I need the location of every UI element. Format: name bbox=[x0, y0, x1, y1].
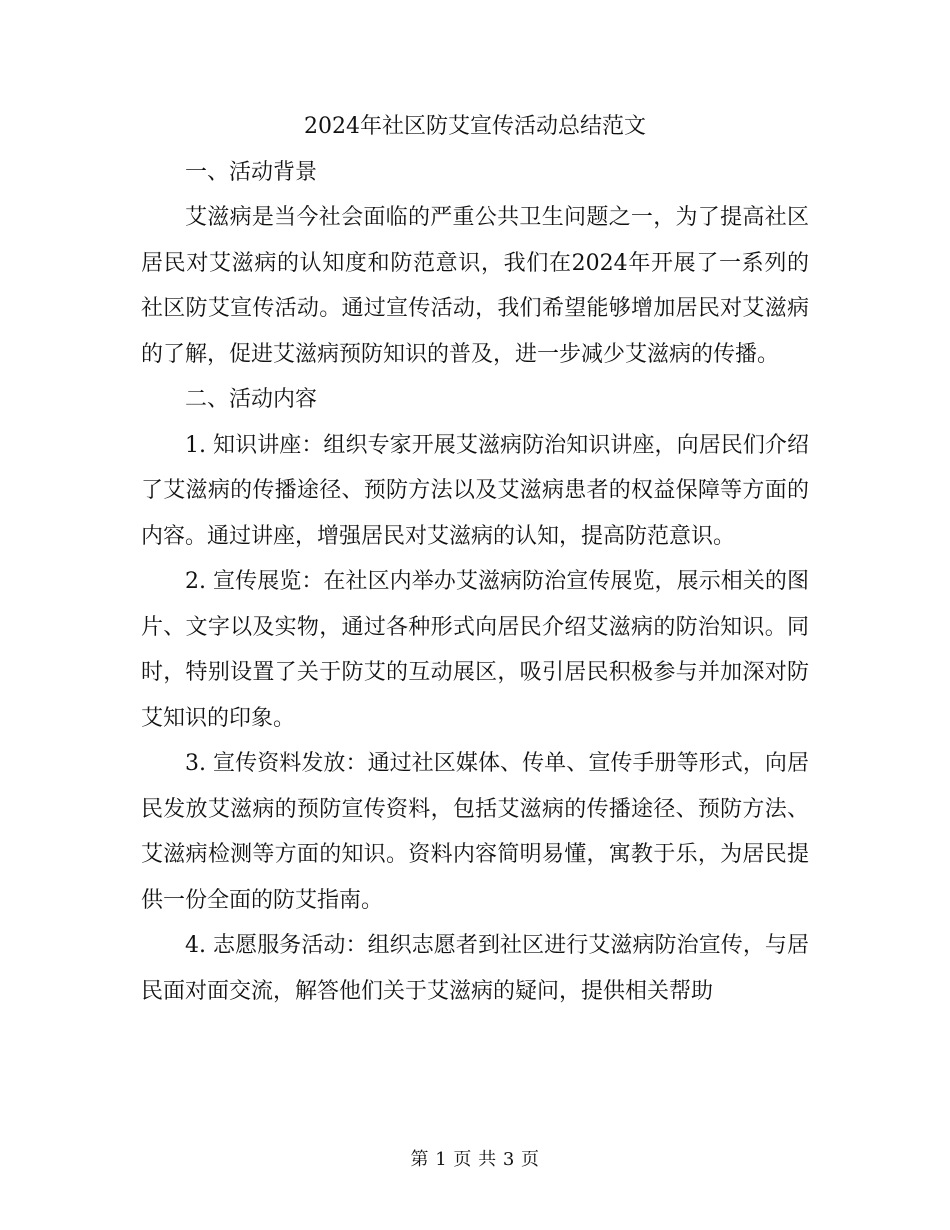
content-item-volunteer: 4. 志愿服务活动：组织志愿者到社区进行艾滋病防治宣传，与居民面对面交流，解答他们关于艾滋病的疑问，提供相关帮助 bbox=[141, 933, 809, 1004]
content-item-exhibition: 2. 宣传展览：在社区内举办艾滋病防治宣传展览，展示相关的图片、文字以及实物，通过各种形式向居民介绍艾滋病的防治知识。同时，特别设置了关于防艾的互动展区，吸引居民积极参与并加深对防艾知识的印象。 bbox=[141, 569, 809, 731]
background-paragraph: 艾滋病是当今社会面临的严重公共卫生问题之一，为了提高社区居民对艾滋病的认知度和防范意识，我们在2024年开展了一系列的社区防艾宣传活动。通过宣传活动，我们希望能够增加居民对艾滋病的了解，促进艾滋病预防知识的普及，进一步减少艾滋病的传播。 bbox=[141, 205, 809, 367]
content-item-lecture: 1. 知识讲座：组织专家开展艾滋病防治知识讲座，向居民们介绍了艾滋病的传播途径、预防方法以及艾滋病患者的权益保障等方面的内容。通过讲座，增强居民对艾滋病的认知，提高防范意识。 bbox=[141, 432, 809, 549]
document-body bbox=[141, 104, 809, 1014]
page-number-footer: 第 1 页 共 3 页 bbox=[410, 1149, 540, 1170]
section-heading-content: 二、活动内容 bbox=[185, 387, 318, 412]
document-title: 2024年社区防艾宣传活动总结范文 bbox=[304, 114, 646, 139]
content-item-materials: 3. 宣传资料发放：通过社区媒体、传单、宣传手册等形式，向居民发放艾滋病的预防宣传资料，包括艾滋病的传播途径、预防方法、艾滋病检测等方面的知识。资料内容简明易懂，寓教于乐，为居民提供一份全面的防艾指南。 bbox=[141, 751, 809, 913]
section-heading-background: 一、活动背景 bbox=[185, 159, 318, 185]
